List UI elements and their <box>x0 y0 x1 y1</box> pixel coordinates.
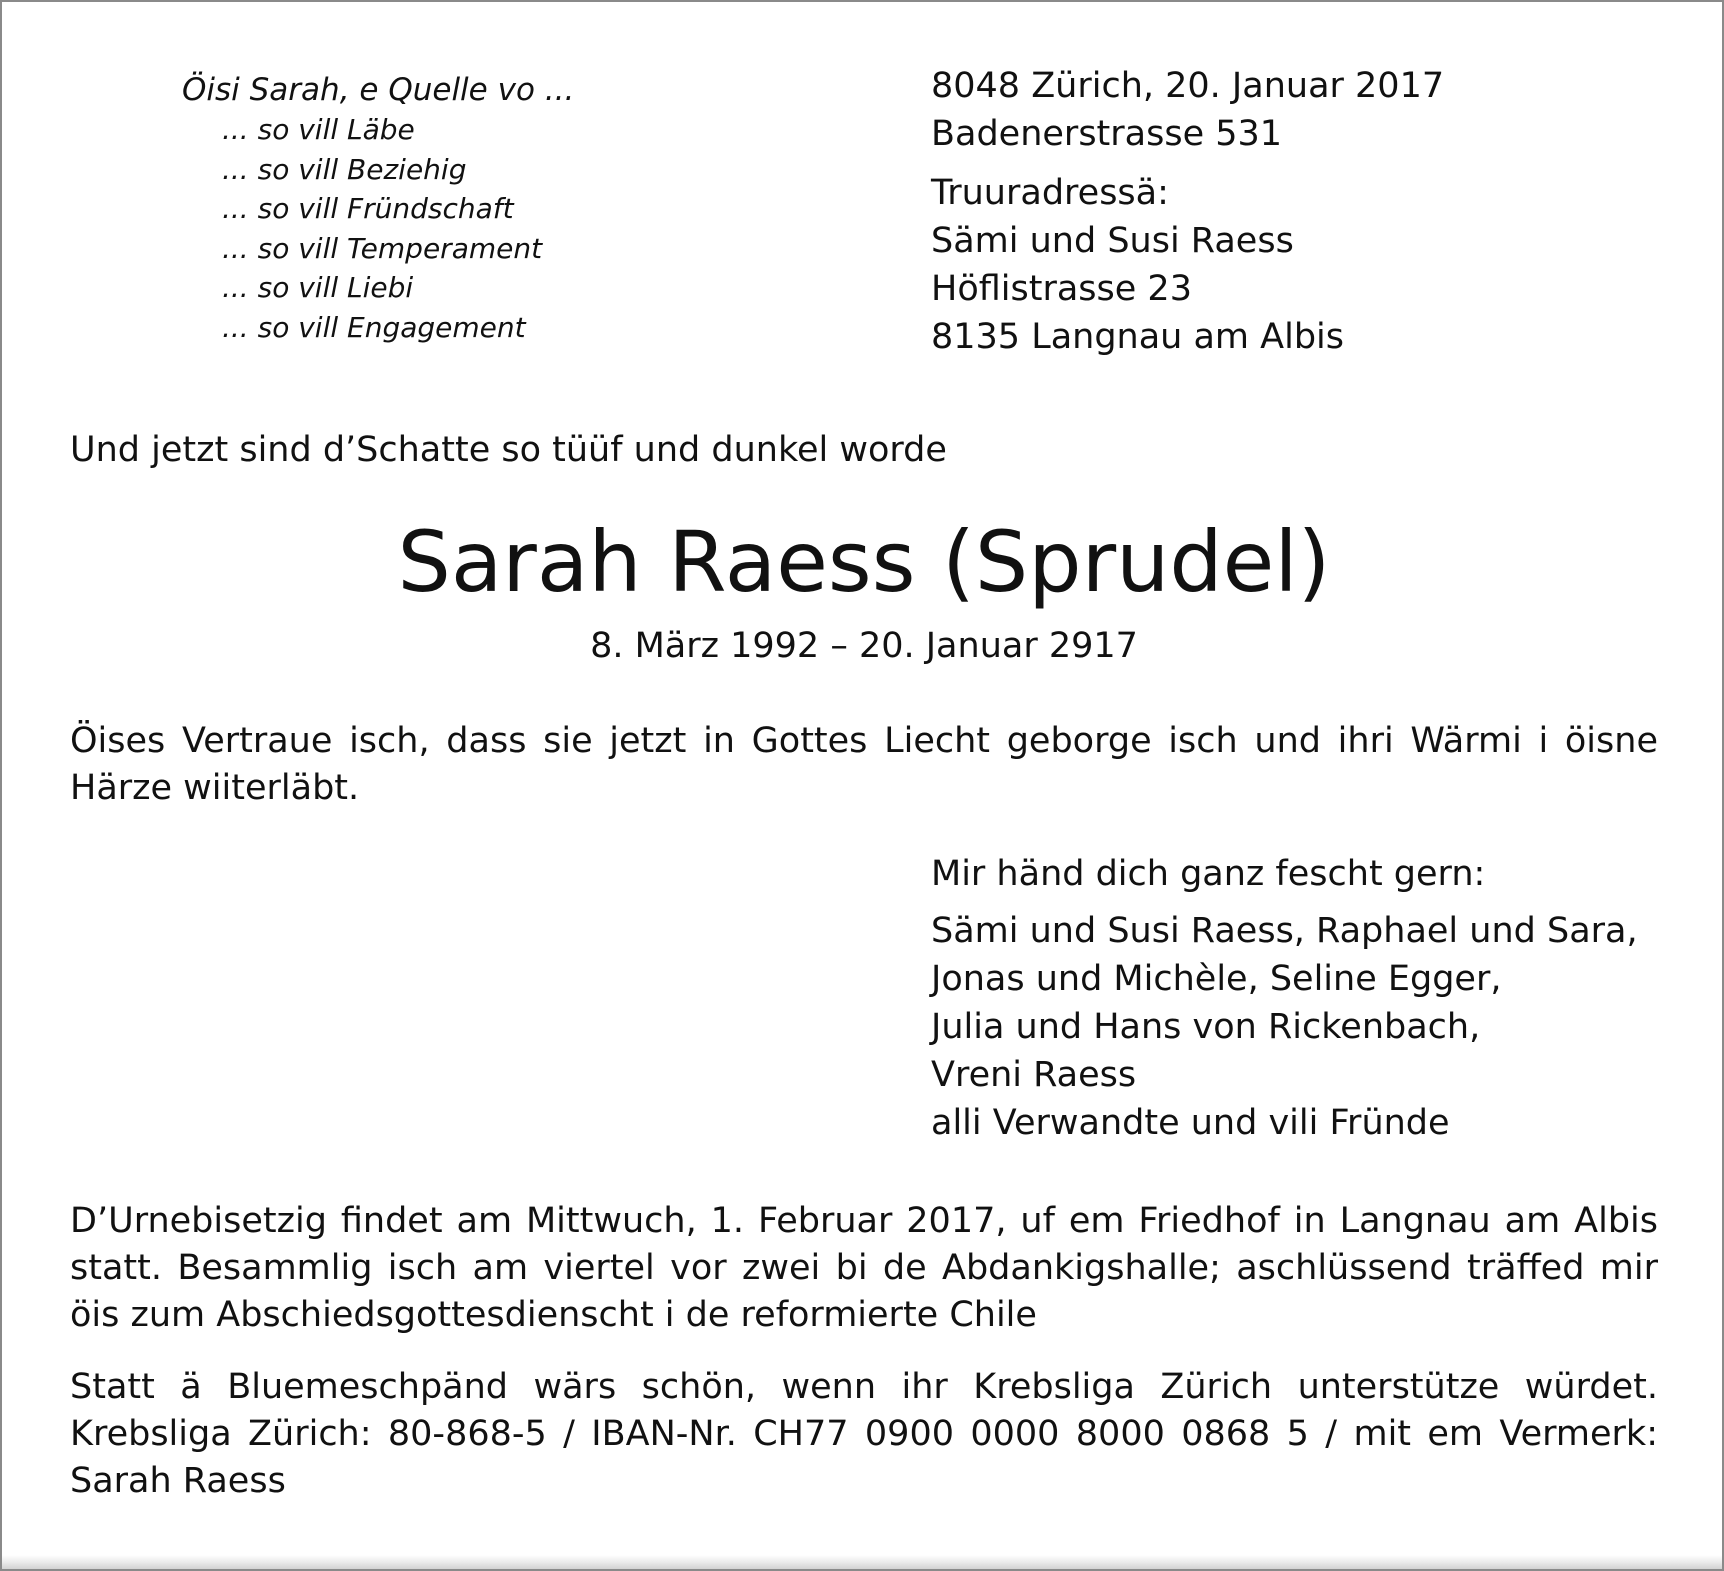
family-signatures <box>931 850 1638 1147</box>
poem-line: ... so vill Temperament <box>222 231 543 265</box>
donation-paragraph: Statt ä Bluemeschpänd wärs schön, wenn ihr Krebsliga Zürich unterstütze würdet. Krebsliga Zürich: 80-868-5 / IBAN-Nr. CH77 0900 0000 8000 0868 5 / mit em Vermerk: Sarah Raess <box>70 1367 1658 1501</box>
family-line: Sämi und Susi Raess, Raphael und Sara, <box>931 911 1638 951</box>
family-line: alli Verwandte und vili Fründe <box>931 1103 1450 1143</box>
family-lead: Mir händ dich ganz fescht gern: <box>931 854 1486 894</box>
deceased-name: Sarah Raess (Sprudel) <box>397 513 1331 611</box>
address-block <box>931 62 1444 361</box>
family-line: Julia und Hans von Rickenbach, <box>931 1007 1481 1047</box>
family-list <box>931 907 1638 1147</box>
poem-line: ... so vill Läbe <box>222 113 415 146</box>
life-dates: 8. März 1992 – 20. Januar 2917 <box>590 626 1138 666</box>
faith-paragraph: Öises Vertraue isch, dass sie jetzt in Gottes Liecht geborge isch und ihri Wärmi i öisne Härze wiiterläbt. <box>70 721 1658 808</box>
mourning-address-label: Truuradressä: <box>931 173 1169 213</box>
mourning-address-line: Höflistrasse 23 <box>931 269 1192 309</box>
family-line: Jonas und Michèle, Seline Egger, <box>931 959 1502 999</box>
poem-opening: Öisi Sarah, e Quelle vo ... <box>182 72 575 108</box>
mourning-address-line: 8135 Langnau am Albis <box>931 317 1344 357</box>
mourning-address-line: Sämi und Susi Raess <box>931 221 1294 261</box>
poem-line: ... so vill Beziehig <box>222 152 467 186</box>
ceremony-paragraph: D’Urnebisetzig findet am Mittwuch, 1. Februar 2017, uf em Friedhof in Langnau am Albis statt. Besammlig isch am viertel vor zwei bi de Abdankigshalle; aschlüssend träffed mir öis zum Abschiedsgottesdienscht i de reformierte Chile <box>70 1201 1658 1335</box>
poem-lines <box>222 110 542 347</box>
place-date: 8048 Zürich, 20. Januar 2017 <box>931 66 1445 106</box>
poem-line: ... so vill Liebi <box>222 271 414 304</box>
street-address: Badenerstrasse 531 <box>931 114 1283 154</box>
family-line: Vreni Raess <box>931 1055 1137 1095</box>
poem-line: ... so vill Engagement <box>222 310 526 344</box>
intro-line: Und jetzt sind d’Schatte so tüüf und dunkel worde <box>70 430 947 470</box>
poem-line: ... so vill Fründschaft <box>222 192 514 225</box>
